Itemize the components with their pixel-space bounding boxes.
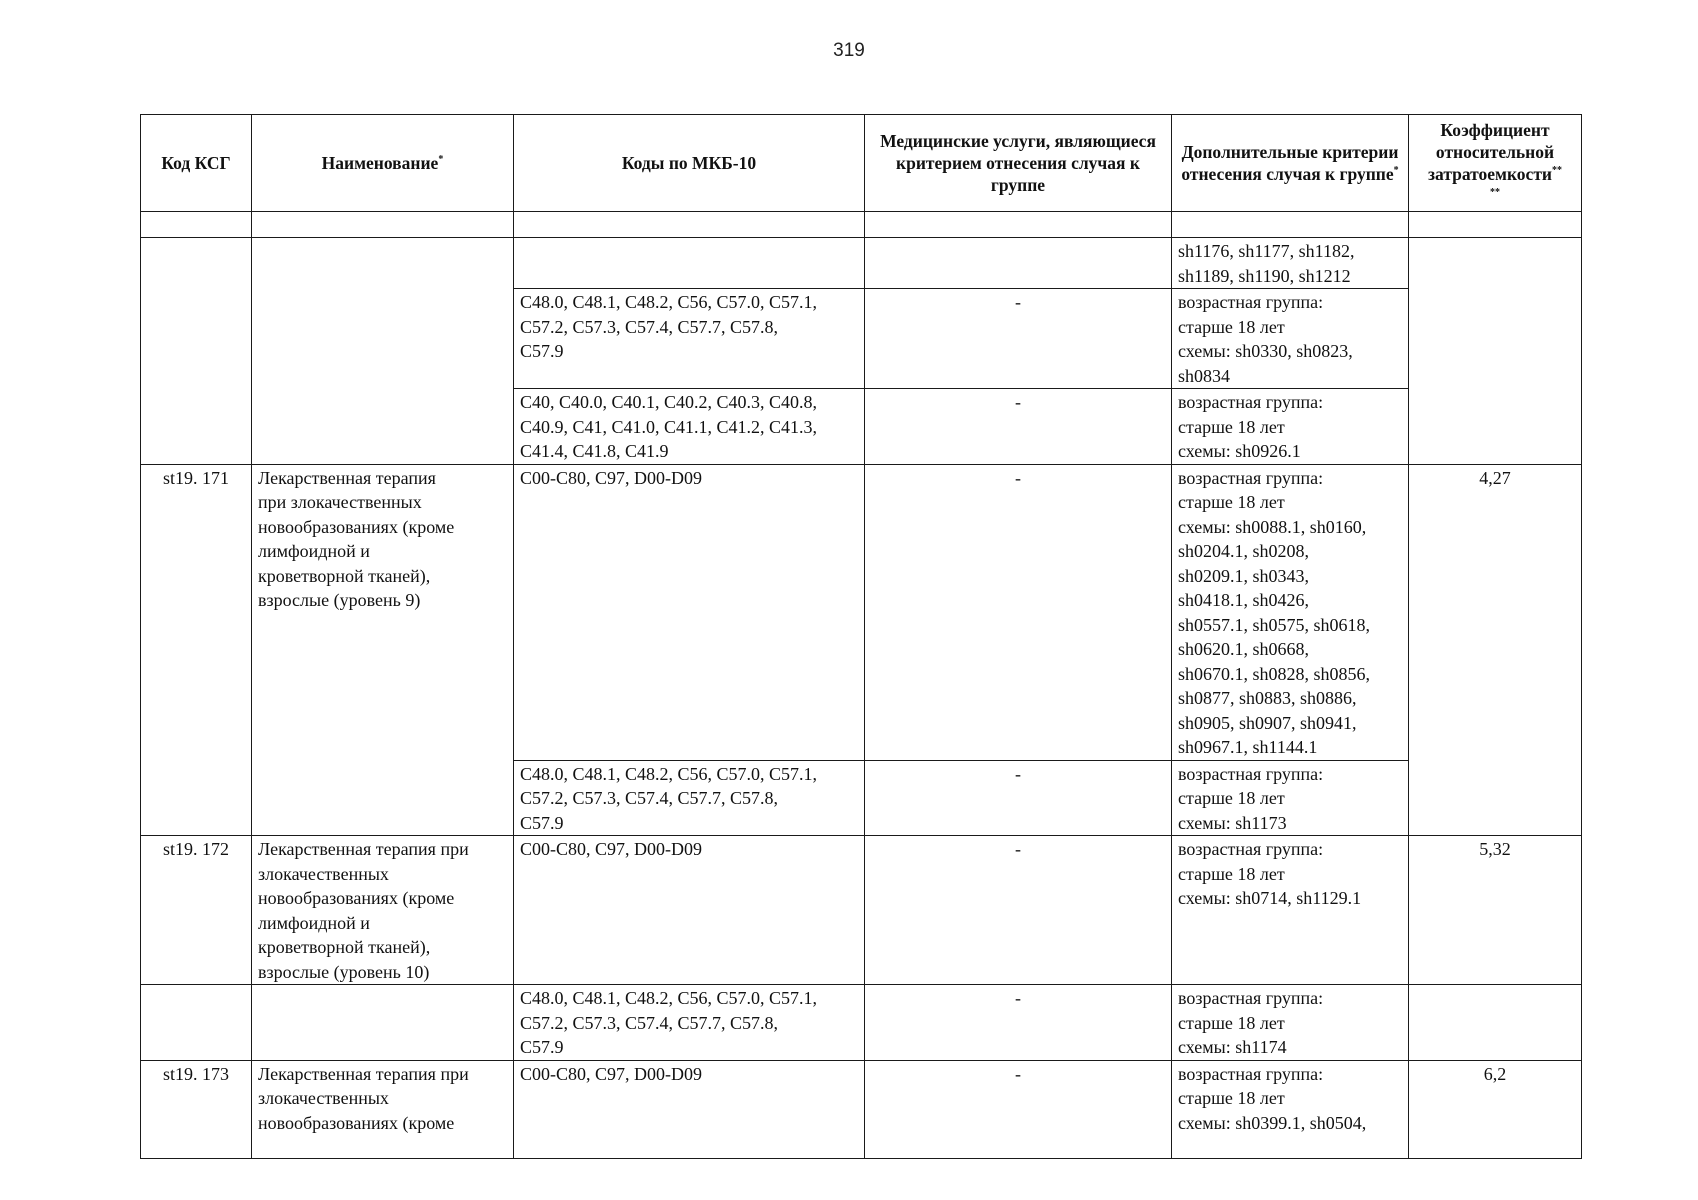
code-cell: st19. 173 bbox=[141, 1060, 252, 1158]
services-cell: - bbox=[865, 464, 1172, 760]
services-cell: - bbox=[865, 836, 1172, 985]
code-cell: st19. 172 bbox=[141, 836, 252, 985]
services-cell: - bbox=[865, 389, 1172, 465]
code-cell: st19. 171 bbox=[141, 464, 252, 836]
name-cell: Лекарственная терапия при злокачественных новообразованиях (кроме bbox=[252, 1060, 514, 1158]
mkb-cell bbox=[514, 238, 865, 289]
criteria-cell: возрастная группа: старше 18 лет схемы: sh0088.1, sh0160, sh0204.1, sh0208, sh0209.1, sh0343, sh0418.1, sh0426, sh0557.1, sh0575, sh0618, sh0620.1, sh0668, sh0670.1, sh0828, sh0856, sh0877, sh0883, sh0886, sh0905, sh0907, sh0941, sh0967.1, sh1144.1 bbox=[1172, 464, 1409, 760]
services-cell: - bbox=[865, 760, 1172, 836]
header-services: Медицинские услуги, являющиеся критерием отнесения случая к группе bbox=[865, 115, 1172, 212]
ksg-table bbox=[140, 114, 1582, 1159]
name-cell bbox=[252, 985, 514, 1061]
coef-cell: 6,2 bbox=[1409, 1060, 1582, 1158]
header-coef: Коэффициент относительной затратоемкости** ** bbox=[1409, 115, 1582, 212]
services-cell: - bbox=[865, 985, 1172, 1061]
mkb-cell: C48.0, C48.1, C48.2, C56, C57.0, C57.1, C57.2, C57.3, C57.4, C57.7, C57.8, C57.9 bbox=[514, 289, 865, 389]
coef-cell bbox=[1409, 238, 1582, 465]
services-cell: - bbox=[865, 289, 1172, 389]
header-mkb: Коды по МКБ-10 bbox=[514, 115, 865, 212]
footnote-mark: * bbox=[438, 154, 444, 166]
table-header bbox=[141, 115, 1582, 212]
table-row bbox=[141, 985, 1582, 1061]
name-cell: Лекарственная терапия при злокачественных новообразованиях (кроме лимфоидной и кроветворной тканей), взрослые (уровень 10) bbox=[252, 836, 514, 985]
table-row bbox=[141, 1060, 1582, 1158]
criteria-cell: возрастная группа: старше 18 лет схемы: sh0714, sh1129.1 bbox=[1172, 836, 1409, 985]
criteria-cell: возрастная группа: старше 18 лет схемы: sh1174 bbox=[1172, 985, 1409, 1061]
code-cell bbox=[141, 238, 252, 465]
coef-cell bbox=[1409, 985, 1582, 1061]
mkb-cell: C40, C40.0, C40.1, C40.2, C40.3, C40.8, C40.9, C41, C41.0, C41.1, C41.2, C41.3, C41.4, C41.8, C41.9 bbox=[514, 389, 865, 465]
services-cell: - bbox=[865, 1060, 1172, 1158]
code-cell bbox=[141, 985, 252, 1061]
mkb-cell: C00-C80, C97, D00-D09 bbox=[514, 1060, 865, 1158]
table-row bbox=[141, 464, 1582, 760]
mkb-cell: C00-C80, C97, D00-D09 bbox=[514, 464, 865, 760]
name-cell bbox=[252, 238, 514, 465]
coef-cell: 5,32 bbox=[1409, 836, 1582, 985]
criteria-cell: возрастная группа: старше 18 лет схемы: sh0330, sh0823, sh0834 bbox=[1172, 289, 1409, 389]
header-spacer-row bbox=[141, 212, 1582, 238]
mkb-cell: C00-C80, C97, D00-D09 bbox=[514, 836, 865, 985]
footnote-mark: ** bbox=[1490, 187, 1500, 199]
header-name: Наименование* bbox=[252, 115, 514, 212]
coef-cell: 4,27 bbox=[1409, 464, 1582, 836]
mkb-cell: C48.0, C48.1, C48.2, C56, C57.0, C57.1, C57.2, C57.3, C57.4, C57.7, C57.8, C57.9 bbox=[514, 760, 865, 836]
footnote-mark: * bbox=[1393, 165, 1399, 177]
criteria-cell: sh1176, sh1177, sh1182, sh1189, sh1190, sh1212 bbox=[1172, 238, 1409, 289]
header-criteria: Дополнительные критерии отнесения случая к группе* bbox=[1172, 115, 1409, 212]
services-cell bbox=[865, 238, 1172, 289]
criteria-cell: возрастная группа: старше 18 лет схемы: sh1173 bbox=[1172, 760, 1409, 836]
footnote-mark: ** bbox=[1552, 165, 1563, 177]
table-row bbox=[141, 238, 1582, 289]
name-cell: Лекарственная терапия при злокачественных новообразованиях (кроме лимфоидной и кроветворной тканей), взрослые (уровень 9) bbox=[252, 464, 514, 836]
header-code: Код КСГ bbox=[141, 115, 252, 212]
criteria-cell: возрастная группа: старше 18 лет схемы: sh0926.1 bbox=[1172, 389, 1409, 465]
mkb-cell: C48.0, C48.1, C48.2, C56, C57.0, C57.1, C57.2, C57.3, C57.4, C57.7, C57.8, C57.9 bbox=[514, 985, 865, 1061]
table-row bbox=[141, 836, 1582, 985]
page-number: 319 bbox=[833, 40, 865, 61]
criteria-cell: возрастная группа: старше 18 лет схемы: sh0399.1, sh0504, bbox=[1172, 1060, 1409, 1158]
